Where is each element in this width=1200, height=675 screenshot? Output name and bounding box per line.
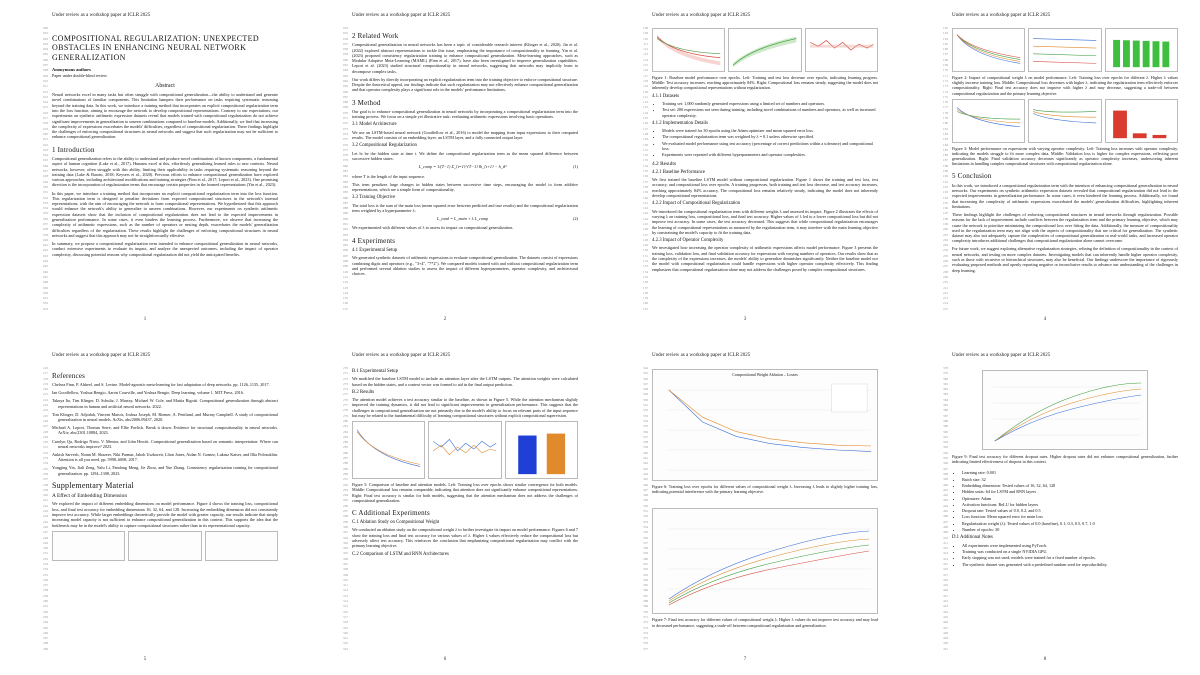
running-header: Under review as a workshop paper at ICLR 2025: [652, 353, 751, 358]
supplementary-heading: Supplementary Material: [52, 480, 134, 490]
page-4: [900, 0, 1190, 326]
page-number: 1: [143, 317, 147, 322]
running-header: Under review as a workshop paper at ICLR 2025: [52, 353, 151, 358]
reference-item: Yongjing Yin, Jiali Zeng, Yafu Li, Fandong Meng, Jie Zhou, and Yue Zhang. Consistency regularization training for compositional generalization. pp. 1294–1308, 2023.: [52, 465, 278, 476]
figure-2-middle: [1028, 28, 1101, 72]
list-item: • The compositional regularization term was weighted by λ = 0.1 unless otherwise specified.: [662, 134, 878, 139]
reference-item: Ian Goodfellow, Yoshua Bengio, Aaron Courville, and Yoshua Bengio. Deep learning, volume 1. MIT Press, 2016.: [52, 390, 244, 396]
notes-list: [952, 543, 1178, 567]
list-item: • Dropout rate: Tested values of 0.0, 0.2, and 0.5: [962, 508, 1178, 513]
abstract-text: Neural networks excel in many tasks but often struggle with compositional generalization—the ability to understand and generate novel combinations of familiar components. This limitation hampers their performance on tasks requiring systematic reasoning beyond the training data. In this work, we introduce a training method that incorporates an explicit compositional regularization term into the loss function, aiming to encourage the network to develop compositional representations. Contrary to our expectations, our experiments on synthetic arithmetic expression datasets reveal that models trained with compositional regularization do not achieve significant improvements in generalization to unseen combinations compared to baseline models. Additionally, we find that increasing the complexity of expressions exacerbates the models' difficulties, regardless of compositional regularization. These findings highlight the challenges of enforcing compositional structures in neural networks and suggest that such regularization may not be sufficient to enhance compositional generalization.: [52, 92, 278, 140]
figure-3: [952, 99, 1178, 143]
reference-item: Takuya Ito, Tim Klinger, D. Schultz, J. Murray, Michael W. Cole, and Mattia Rigotti. Compositional generalization through abstract representations in human and artificial neural networks. 2022.: [52, 398, 278, 409]
figure-3-middle: [1028, 99, 1101, 143]
bar-0.1: [1123, 40, 1130, 67]
line-numbers: 270 271 272 273 274 275 276 277 278 279 280 281 282 283 284 285 286 287 288 289 290 291 292 293 294 295 296 297 298 299 300 301 302 303 304 305 306 307 308 309 310 311 312 313 314 315 316 317 318 319 320 321 322 323: [343, 366, 348, 651]
related-work-heading: 2 Related Work: [352, 32, 399, 40]
running-header: Under review as a workshop paper at ICLR 2025: [652, 13, 751, 18]
page-1: [0, 0, 290, 326]
figure-1-right: [805, 28, 878, 72]
page-number: 7: [743, 657, 747, 662]
line-numbers: 108 109 110 111 112 113 114 115 116 117 118 119 120 121 122 123 124 125 126 127 128 129 130 131 132 133 134 135 136 137 138 139 140 141 142 143 144 145 146 147 148 149 150 151 152 153 154 155 156 157 158 159 160 161: [643, 26, 648, 311]
conclusion-heading: 5 Conclusion: [952, 172, 992, 181]
fig5-bar-baseline: [518, 436, 536, 475]
fig6-line-chart: [653, 370, 877, 480]
results-heading: 4.2 Results: [652, 160, 676, 167]
hyperparameter-list: [952, 470, 1178, 532]
line-numbers: 000 001 002 003 004 005 006 007 008 009 010 011 012 013 014 015 016 017 018 019 020 021 022 023 024 025 026 027 028 029 030 031 032 033 034 035 036 037 038 039 040 041 042 043 044 045 046 047 048 049 050 051 052 053: [43, 26, 48, 311]
page-6: [300, 340, 590, 666]
list-item: • Optimizer: Adam: [962, 496, 1178, 501]
related-work-para: Our work differs by directly incorporating an explicit regularization term into the training objective to enforce compositional structure. Despite the theoretical appeal, our findings indicate that such regularization may not effectively enhance compositional generalization and that operator complexity plays a significant role in the models' performance limitations.: [352, 76, 578, 93]
figure-1-left: [652, 28, 725, 72]
c-heading: C Additional Experiments: [352, 508, 430, 517]
figure-4-right: [205, 531, 278, 561]
figure-2-right: [1105, 28, 1178, 72]
figure-1: [652, 28, 878, 72]
objective-after: We experimented with different values of λ to assess its impact on compositional generalization.: [352, 225, 514, 231]
bar-3: [1152, 135, 1166, 138]
setup-text: We generated synthetic datasets of arithmetic expressions to evaluate compositional generalization. The datasets consist of expressions combining digits and operators (e.g., "3+4", "7*2"). We compared models trained with and without compositional regularization term and performed several ablation studies to assess the impact of different hyperparameters, operator complexity, and architectural choices.: [352, 255, 578, 277]
references-heading: References: [52, 372, 86, 380]
supp-a-heading: A Effect of Embedding Dimension: [52, 493, 128, 500]
page-2: [300, 0, 590, 326]
figure-2: [952, 28, 1178, 72]
intro-para: Compositional generalization refers to the ability to understand and produce novel combinations of known components, a fundamental aspect of human cognition (Lake et al., 2017). Humans excel at this, effortlessly generalizing learned rules to new contexts. Neural networks, however, often struggle with this ability, limiting their applicability in tasks requiring systematic reasoning beyond the training data (Lake & Baroni, 2018; Keysers et al., 2020). Previous efforts to enhance compositional generalization have explored various approaches, including architectural modifications and training strategies (Finn et al., 2017; Lepori et al., 2023). One promising direction is the incorporation of regularization terms that encourage certain properties in the learned representations (Yin et al., 2023).: [52, 155, 278, 188]
paper-title: COMPOSITIONAL REGULARIZATION: UNEXPECTED OBSTACLES IN ENHANCING NEURAL NETWORK GENERALIZATION: [52, 34, 260, 62]
bar-0.3: [1132, 41, 1139, 68]
bar-0.5: [1142, 41, 1149, 67]
figure-9: [982, 370, 1148, 450]
reg-after: where T is the length of the input sequence.: [352, 173, 425, 179]
datasets-heading: 4.1.1 Datasets: [652, 93, 680, 99]
figure-1-middle: [728, 28, 801, 72]
running-header: Under review as a workshop paper at ICLR 2025: [52, 13, 151, 18]
baseline-heading: 4.2.1 Baseline Performance: [652, 169, 706, 175]
running-header: Under review as a workshop paper at ICLR 2025: [952, 13, 1051, 18]
conclusion-para: These findings highlight the challenges of enforcing compositional structures in neural networks through regularization. Possible reasons for the lack of improvement include conflicts between the regularization term and the primary learning objective, which may cause the network to prioritize minimizing the compositional loss over fitting the data. Additionally, the measure of compositionality used in the regularization term may not align with the aspects of compositionality that are critical for generalization. The synthetic dataset may also not adequately capture the complexities of compositional generalization in real-world tasks, and increased operator complexity introduces additional challenges that compositional regularization alone cannot overcome.: [952, 211, 1178, 244]
method-intro: Our goal is to enhance compositional generalization in neural networks by incorporating a compositional regularization term into the training process. We focus on a simple yet illustrative task: evaluating arithmetic expressions involving basic operations.: [352, 108, 578, 120]
reference-item: Michael A. Lepori, Thomas Serre, and Ellie Pavlick. Break it down: Evidence for structural compositionality in neural networks. ArXiv, abs/2301.10884, 2023.: [52, 425, 278, 436]
figure-6-caption: Figure 6: Training loss over epochs for different values of compositional weight λ. Increasing λ leads to slightly higher training loss, indicating potential interference with the primary learning objective.: [652, 484, 878, 495]
list-item: • Learning rate: 0.001: [962, 470, 1178, 475]
figure-9-caption: Figure 9: Final test accuracy for different dropout rates. Higher dropout rates did not enhance compositional generalization, further indicating limited effectiveness of dropout in this context.: [952, 454, 1178, 465]
arch-heading: 3.1 Model Architecture: [352, 122, 397, 128]
line-numbers: 324 325 326 327 328 329 330 331 332 333 334 335 336 337 338 339 340 341 342 343 344 345 346 347 348 349 350 351 352 353 354 355 356 357 358 359 360 361 362 363 364 365 366 367 368 369 370 371 372 373 374 375 376 377: [643, 366, 648, 651]
bar-1: [1113, 110, 1127, 138]
list-item: • Experiments were repeated with different hyperparameters and operator complexities.: [662, 152, 878, 157]
figure-6-title: Compositional Weight Ablation – Losses: [732, 372, 798, 377]
reg-text-2: This term penalizes large changes in hidden states between successive time steps, encouraging the model to form additive representations, which are a simple form of compositionality.: [352, 181, 578, 192]
reference-item: Carolyn Qu, Rodrigo Nieto, V. Mentor, and John Hewitt. Compositional generalization based on semantic interpretation: Where can neural networks improve? 2023.: [52, 438, 278, 449]
method-heading: 3 Method: [352, 98, 381, 107]
figure-2-left: [952, 28, 1025, 72]
list-item: • We evaluated model performance using test accuracy (percentage of correct predictions within a tolerance) and compositional loss.: [662, 141, 878, 152]
figure-5-right: [505, 421, 578, 479]
page-number: 8: [1043, 657, 1047, 662]
running-header: Under review as a workshop paper at ICLR 2025: [952, 353, 1051, 358]
list-item: • Number of epochs: 30: [962, 527, 1178, 532]
reference-item: Ankish Sarvesh, Noam M. Shazeer, Niki Parmar, Jakob Uszkoreit, Llion Jones, Aidan N. Gomez, Lukasz Kaiser, and Illia Polosukhin. Attention is all you need. pp. 5998–6008, 2017.: [52, 451, 278, 463]
line-numbers: 378 379 380 381 382 383 384 385 386 387 388 389 390 391 392 393 394 395 396 397 398 399 400 401 402 403 404 405 406 407 408 409 410 411 412 413 414 415 416 417 418 419 420 421 422 423 424 425 426 427 428 429 430 431: [943, 366, 948, 651]
fig6-legend: [831, 384, 867, 412]
objective-text: The total loss is the sum of the main loss (mean squared error between predicted and true results) and the compositional regularization term weighted by a hyperparameter λ:: [352, 202, 578, 213]
bar-0.7: [1152, 41, 1159, 67]
experiments-heading: 4 Experiments: [352, 236, 396, 245]
objective-heading: 3.3 Training Objective: [352, 195, 396, 201]
reference-item: Tim Klinger, D. Adjodah, Vincent Marois, Joshua Joseph, M. Riemer, A. Pentland, and Murray Campbell. A study of compositional generalization in neural models. ArXiv, abs/2006.09437, 2020.: [52, 411, 278, 423]
impact-heading: 4.2.2 Impact of Compositional Regularization: [652, 201, 741, 207]
arch-text: We use an LSTM-based neural network (Goodfellow et al., 2016) to model the mapping from input expressions to their computed results. The model consists of an embedding layer, an LSTM layer, and a fully connected output layer.: [352, 129, 578, 141]
baseline-text: We first trained the baseline LSTM model without compositional regularization. Figure 1 shows the training and test loss, test accuracy, and compositional loss over epochs. A training progresses, both training and test loss decrease, and test accuracy increases, reaching approximately 84% accuracy. The compositional loss remains relatively steady, indicating the model does not inherently develop compositional representations.: [652, 177, 878, 199]
opcomp-heading: 4.2.3 Impact of Operator Complexity: [652, 238, 724, 244]
fig1-plot: [653, 29, 724, 71]
list-item: • Loss function: Mean squared error for main loss: [962, 514, 1178, 519]
bar-1.0: [1162, 42, 1169, 68]
b1-text: We modified the baseline LSTM model to include an attention layer after the LSTM outputs. The attention weights were calculated based on the hidden states, and a context vector was formed to aid in the final output prediction.: [352, 376, 578, 387]
list-item: • Models were trained for 30 epochs using the Adam optimizer and mean squared error loss.: [662, 128, 878, 133]
intro-para: In this paper, we introduce a training method that incorporates an explicit compositional regularization term into the loss function. This regularization term is designed to penalize deviations from expected compositional structures in the network's internal representations, with the aim of encouraging the network to form compositional representations. We hypothesized that this approach would enhance the network's ability to generalize to unseen combinations. However, our experiments on synthetic arithmetic expression datasets show that the inclusion of compositional regularization does not lead to the expected improvements in generalization performance. In some cases, it even hinders the learning process. Furthermore, we observe that increasing the complexity of arithmetic expressions, such as the number of operators or nesting depth, exacerbates the models' generalization difficulties regardless of the regularization. These results highlight the challenges of enforcing compositional structures in neural networks and suggest that this approach may not be straightforwardly effective.: [52, 190, 278, 238]
reg-heading: 3.2 Compositional Regularization: [352, 143, 417, 149]
equation-1-number: (1): [573, 164, 578, 170]
equation-1-body: L_comp = 1/(T−1) Σ_{t=1}^{T−1} ‖h_{t+1} − h_t‖²: [418, 164, 507, 170]
figure-5-middle: [428, 421, 501, 479]
figure-3-caption: Figure 3: Model performance on expressions with varying operator complexity. Left: Training loss increases with operator complexity, indicating the models struggle to fit more complex data. Middle: Validation loss is higher for complex expressions, reflecting poor generalization. Right: Final validation accuracy decreases significantly as operator complexity increases, underscoring inherent limitations in handling complex compositional structures with compositional regularization alone.: [952, 145, 1178, 167]
figure-5: [352, 421, 578, 479]
setup-heading: 4.1 Experimental Setup: [352, 247, 398, 253]
list-item: • All experiments were implemented using PyTorch.: [962, 543, 1178, 548]
figure-7: [652, 508, 878, 614]
figure-5-caption: Figure 5: Comparison of baseline and attention models. Left: Training loss over epochs shows similar convergence for both models. Middle: Compositional loss remains comparable, indicating that attention does not significantly enhance compositional representations. Right: Final test accuracy is similar for both models, suggesting that the attention mechanism does not address the challenges of compositional generalization.: [352, 482, 578, 503]
figure-4: [52, 531, 278, 561]
fig5-bar-attention: [546, 434, 564, 475]
page-7: [600, 340, 890, 666]
line-numbers: 216 217 218 219 220 221 222 223 224 225 226 227 228 229 230 231 232 233 234 235 236 237 238 239 240 241 242 243 244 245 246 247 248 249 250 251 252 253 254 255 256 257 258 259 260 261 262 263 264 265 266 267 268 269: [43, 366, 48, 651]
figure-5-left: [352, 421, 425, 479]
page-number: 6: [443, 657, 447, 662]
b2-heading: B.2 Results: [352, 389, 375, 395]
impl-list: [652, 128, 878, 157]
b1-heading: B.1 Experimental Setup: [352, 369, 398, 374]
intro-heading: 1 Introduction: [52, 145, 95, 154]
c1-heading: C.1 Ablation Study on Compositional Weight: [352, 520, 440, 526]
list-item: • Activation functions: ReLU for hidden layers: [962, 502, 1178, 507]
list-item: • Hidden units: 64 for LSTM and RNN layers: [962, 489, 1178, 494]
opcomp-text: We investigated how increasing the operator complexity of arithmetic expressions affects model performance. Figure 3 presents the training loss, validation loss, and final validation accuracy for expressions with varying numbers of operators. Our results show that as the complexity of the expressions increases, the models' ability to generalize diminishes significantly. Neither the baseline model nor the model with compositional regularization could handle expressions with higher operator complexity effectively. This finding emphasizes that compositional regularization alone may not address the challenges posed by complex compositional structures.: [652, 245, 878, 272]
line-numbers: 162 163 164 165 166 167 168 169 170 171 172 173 174 175 176 177 178 179 180 181 182 183 184 185 186 187 188 189 190 191 192 193 194 195 196 197 198 199 200 201 202 203 204 205 206 207 208 209 210 211 212 213 214 215: [943, 26, 948, 311]
page-number: 2: [443, 317, 447, 322]
intro-para: In summary, we propose a compositional regularization term intended to enhance compositional generalization in neural networks, conduct extensive experiments to evaluate its impact, and analyze the unexpected outcomes, including the impact of operator complexity, discussing potential reasons why compositional regularization did not yield the anticipated benefits.: [52, 241, 278, 257]
impl-heading: 4.1.2 Implementation Details: [652, 120, 708, 126]
page-number: 5: [143, 657, 147, 662]
b2-text: The attention model achieves a test accuracy similar to the baseline, as shown in Figure 5. While the attention mechanism slightly improved the training dynamics, it did not lead to significant improvements in generalization performance. This suggests that the challenges in compositional generalization are not primarily due to the model's ability to focus on relevant parts of the input sequence but may be related to the fundamental difficulty of learning compositional structures without explicit compositional supervision.: [352, 397, 578, 419]
list-item: • The synthetic dataset was generated with a predefined random seed for reproducibility.: [962, 562, 1178, 567]
bar-2: [1132, 133, 1146, 138]
fig2-bar-chart: [1106, 29, 1177, 71]
reference-item: Chelsea Finn, P. Abbeel, and S. Levine. Model-agnostic meta-learning for fast adaptation of deep networks. pp. 1126–1135, 2017.: [52, 382, 270, 388]
page-5: [0, 340, 290, 666]
supp-a-text: We explored the impact of different embedding dimensions on model performance. Figure 4 shows the training loss, compositional loss, and final test accuracy for embedding dimensions 16, 32, 64, and 128. Increasing the embedding dimension did not consistently improve test accuracy. While larger embeddings theoretically provide the model with greater capacity, our results indicate that simply increasing model capacity is not sufficient to enhance compositional generalization in this context. This supports the idea that the bottleneck may be in the model's ability to capture compositional structures rather than in its representational capacity.: [52, 501, 278, 528]
page-number: 3: [743, 317, 747, 322]
conclusion-para: In this work, we introduced a compositional regularization term with the intention of enhancing compositional generalization in neural networks. Our experiments on synthetic arithmetic expression datasets revealed that compositional regularization did not lead to the expected improvements in generalization performance. In some cases, it even hindered the learning process. Additionally, we found that increasing the complexity of arithmetic expressions exacerbated the models' generalization difficulties, highlighting inherent limitations.: [952, 182, 1178, 209]
impact-text: We introduced the compositional regularization term with different weights λ and assessed its impact. Figure 2 illustrates the effects of varying λ on training loss, compositional loss, and final test accuracy. Higher values of λ led to a lower compositional loss but did not improve test accuracy. In some cases, the test accuracy decreased. This suggests that while compositional regularization encourages the learning of compositional representations as measured by the regularization term, it may interfere with the main learning objective by constraining the model's capacity to fit the training data.: [652, 208, 878, 235]
list-item: • Batch size: 32: [962, 477, 1178, 482]
figure-3-left: [952, 99, 1025, 143]
equation-2-number: (2): [573, 216, 578, 222]
fig3-bar-chart: [1106, 100, 1177, 142]
running-header: Under review as a workshop paper at ICLR 2025: [352, 353, 451, 358]
bar-0.0: [1113, 40, 1120, 67]
related-work-para: Compositional generalization in neural networks has been a topic of considerable research interest (Klinger et al., 2020). Jin et al. (2022) explored abstract representations to tackle this issue, emphasizing the importance of compositionality in learning. Yin et al. (2023) proposed consistency regularization training to enhance compositional generalization. Meta-learning approaches, such as Modular Adaptive Meta-Learning (MAML) (Finn et al., 2017), have also been investigated to improve generalization capabilities. Lepori et al. (2023) studied structural compositionality in neural networks, suggesting that networks may implicitly learn to decompose complex tasks.: [352, 42, 578, 74]
page-number: 4: [1043, 317, 1047, 322]
authors-note: Paper under double-blind review: [52, 72, 108, 78]
list-item: • Regularization weight (λ): Tested values of 0.0 (baseline), 0.1, 0.3, 0.5, 0.7, 1.0: [962, 521, 1178, 526]
figure-3-right: [1105, 99, 1178, 143]
c1-text: We conducted an ablation study on the compositional weight λ to further investigate its impact on model performance. Figures 6 and 7 show the training loss and final test accuracy for various values of λ. Higher λ values effectively reduce the compositional loss but adversely affect test accuracy. This reinforces the conclusion that emphasizing compositional regularization may conflict with the primary learning objective.: [352, 527, 578, 549]
running-header: Under review as a workshop paper at ICLR 2025: [352, 13, 451, 18]
list-item: • Training was conducted on a single NVIDIA GPU.: [962, 549, 1178, 554]
datasets-list: [652, 101, 878, 118]
conclusion-para: For future work, we suggest exploring alternative regularization strategies, refining the definition of compositionality in the context of neural networks, and testing on more complex datasets. Investigating models that can inherently handle higher operator complexity, such as those with recursive or hierarchical structures, may also be beneficial. Our findings underscore the importance of rigorously evaluating proposed methods and openly reporting negative or inconclusive results to advance our understanding of the challenges in deep learning.: [952, 246, 1178, 273]
figure-1-caption: Figure 1: Baseline model performance over epochs. Left: Training and test loss decrease over epochs, indicating learning progress. Middle: Test accuracy increases, reaching approximately 84%. Right: Compositional loss remains steady, suggesting the model does not inherently develop compositional representations without regularization.: [652, 75, 878, 91]
figure-7-caption: Figure 7: Final test accuracy for different values of compositional weight λ. Higher λ values do not improve test accuracy and may lead to decreased performance, suggesting a trade-off between compositional regularization and generalization.: [652, 617, 878, 628]
equation-1: [352, 164, 578, 169]
list-item: • Early stopping was not used; models were trained for a fixed number of epochs.: [962, 555, 1178, 560]
figure-4-middle: [128, 531, 201, 561]
equation-2: [352, 216, 578, 221]
reg-text: Let hₜ be the hidden state at time t. We define the compositional regularization term as the mean squared difference between successive hidden states:: [352, 150, 578, 161]
list-item: • Training set: 1,000 randomly generated expressions using a limited set of numbers and operators.: [662, 101, 878, 106]
list-item: • Test set: 200 expressions not seen during training, including novel combinations of numbers and operators, as well as increased operator complexity.: [662, 107, 878, 118]
page-8: [900, 340, 1190, 666]
list-item: • Embedding dimension: Tested values of 16, 32, 64, 128: [962, 483, 1178, 488]
c2-heading: C.2 Comparison of LSTM and RNN Architectures: [352, 551, 449, 557]
figure-2-caption: Figure 2: Impact of compositional weight λ on model performance. Left: Training loss over epochs for different λ. Higher λ values slightly increase training loss. Middle: Compositional loss decreases with higher λ, indicating the regularization term effectively enforces compositionality. Right: Final test accuracy does not improve with higher λ and may decrease, suggesting a trade-off between compositional regularization and the primary learning objective.: [952, 75, 1178, 96]
figure-4-left: [52, 531, 125, 561]
equation-2-body: L_total = L_main + λ L_comp: [437, 216, 489, 222]
figure-6: [652, 369, 878, 481]
abstract-heading: Abstract: [155, 82, 175, 89]
d1-heading: D.1 Additional Notes: [952, 535, 993, 541]
line-numbers: 054 055 056 057 058 059 060 061 062 063 064 065 066 067 068 069 070 071 072 073 074 075 076 077 078 079 080 081 082 083 084 085 086 087 088 089 090 091 092 093 094 095 096 097 098 099 100 101 102 103 104 105 106 107: [343, 26, 348, 311]
authors: Anonymous authors: [52, 67, 91, 73]
page-3: [600, 0, 890, 326]
